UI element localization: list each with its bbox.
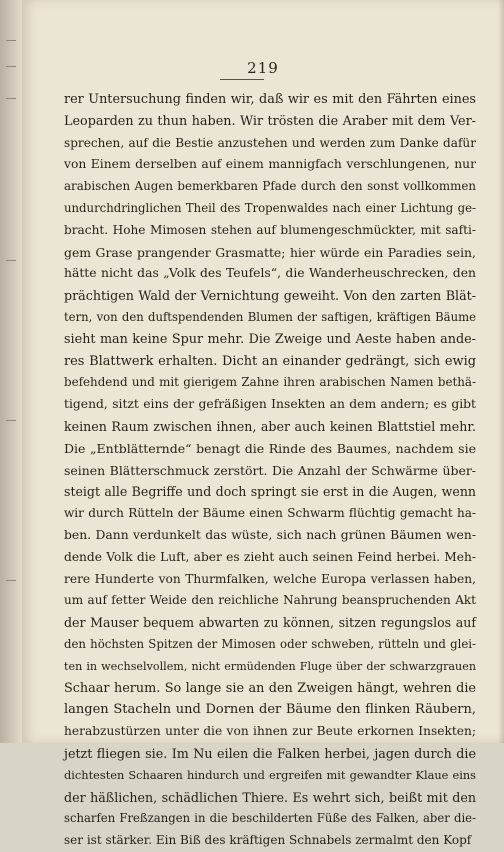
text-line: von Einem derselben auf einem mannigfach verschlungenen, nur — [64, 157, 476, 172]
text-line: sieht man keine Spur mehr. Die Zweige und Aeste haben ande- — [64, 331, 476, 347]
binding-marks — [6, 40, 18, 640]
text-line: dende Volk die Luft, aber es zieht auch seinen Feind herbei. Meh- — [64, 549, 476, 564]
text-line: langen Stacheln und Dornen der Bäume den flinken Räubern, — [64, 702, 476, 718]
text-line: arabischen Augen bemerkbaren Pfade durch den sonst vollkommen — [64, 179, 476, 194]
text-line: tigend, sitzt eins der gefräßigen Insekten an dem andern; es gibt — [64, 397, 476, 412]
text-line: ser ist stärker. Ein Biß des kräftigen Schnabels zermalmt den Kopf — [64, 833, 472, 848]
text-line: den höchsten Spitzen der Mimosen oder schweben, rütteln und glei- — [64, 636, 476, 651]
page-number-rule — [220, 79, 264, 80]
text-line: um auf fetter Weide den reichliche Nahrung beanspruchenden Akt — [64, 593, 476, 608]
page-number: 219 — [247, 59, 279, 77]
text-line: scharfen Freßzangen in die beschilderten Füße des Falken, aber die- — [64, 811, 476, 826]
text-line: der Mauser bequem abwarten zu können, sitzen regungslos auf — [64, 615, 476, 631]
text-line: gem Grase prangender Grasmatte; hier würde ein Paradies sein, — [64, 244, 476, 260]
text-line: der häßlichen, schädlichen Thiere. Es wehrt sich, beißt mit den — [64, 789, 476, 805]
text-line: Leoparden zu thun haben. Wir trösten die Araber mit dem Ver- — [64, 113, 476, 129]
text-line: Die „Entblätternde“ benagt die Rinde des Baumes, nachdem sie — [64, 440, 476, 456]
text-line: dichtesten Schaaren hindurch und ergreifen mit gewandter Klaue eins — [64, 767, 476, 782]
text-line: undurchdringlichen Theil des Tropenwaldes nach einer Lichtung ge- — [64, 200, 476, 215]
text-line: seinen Blätterschmuck zerstört. Die Anzahl der Schwärme über- — [64, 462, 476, 478]
page-text-block — [64, 89, 476, 852]
book-gutter — [0, 0, 22, 743]
text-line: Schaar herum. So lange sie an den Zweigen hängt, wehren die — [64, 680, 476, 696]
text-line: steigt alle Begriffe und doch springt sie erst in die Augen, wenn — [64, 484, 476, 500]
text-line: sprechen, auf die Bestie anzustehen und werden zum Danke dafür — [64, 135, 476, 150]
page-edge — [498, 0, 504, 743]
book-page — [22, 0, 504, 848]
text-line: rer Untersuchung finden wir, daß wir es mit den Fährten eines — [64, 92, 476, 107]
text-line: res Blattwerk erhalten. Dicht an einander gedrängt, sich ewig — [64, 353, 476, 369]
text-line: herabzustürzen unter die von ihnen zur Beute erkornen Insekten; — [64, 724, 476, 739]
text-line: rere Hunderte von Thurmfalken, welche Europa verlassen haben, — [64, 571, 476, 586]
text-line: keinen Raum zwischen ihnen, aber auch keinen Blattstiel mehr. — [64, 418, 476, 434]
text-line: wir durch Rütteln der Bäume einen Schwarm flüchtig gemacht ha- — [64, 506, 476, 521]
text-line: ben. Dann verdunkelt das wüste, sich nach grünen Bäumen wen- — [64, 527, 476, 542]
text-line: ten in wechselvollem, nicht ermüdenden Fluge über der schwarzgrauen — [64, 659, 476, 673]
text-line: prächtigen Wald der Vernichtung geweiht. Von den zarten Blät- — [64, 288, 476, 304]
text-line: befehdend und mit gierigem Zahne ihren arabischen Namen bethä- — [64, 375, 476, 390]
text-line: hätte nicht das „Volk des Teufels“, die Wanderheuschrecken, den — [64, 266, 476, 281]
text-line: tern, von den duftspendenden Blumen der saftigen, kräftigen Bäume — [64, 309, 476, 324]
text-line: jetzt fliegen sie. Im Nu eilen die Falken herbei, jagen durch die — [64, 745, 476, 761]
text-line: bracht. Hohe Mimosen stehen auf blumengeschmückter, mit safti- — [64, 222, 476, 237]
